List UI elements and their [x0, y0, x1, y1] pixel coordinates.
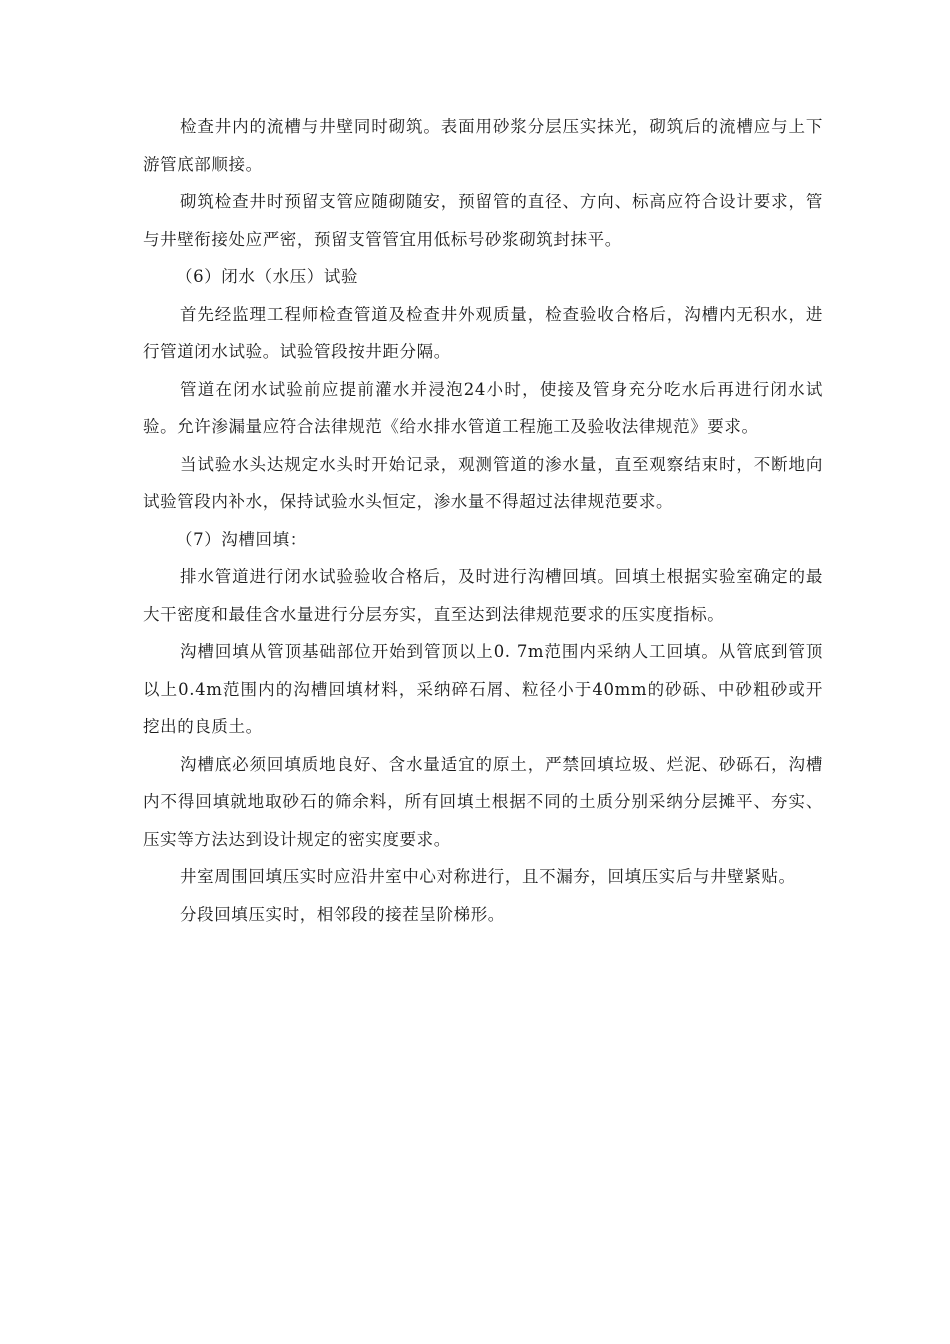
paragraph-soaking: 管道在闭水试验前应提前灌水并浸泡24小时，使接及管身充分吃水后再进行闭水试验。允许渗漏量应符合法律规范《给水排水管道工程施工及验收法律规范》要求。	[143, 379, 823, 436]
paragraph-backfill-timing: 排水管道进行闭水试验验收合格后，及时进行沟槽回填。回填土根据实验室确定的最大干密度和最佳含水量进行分层夯实，直至达到法律规范要求的压实度指标。	[143, 567, 823, 624]
section-heading-backfill: （7）沟槽回填：	[176, 529, 307, 549]
paragraph-segment: 分段回填压实时，相邻段的接茬呈阶梯形。	[180, 904, 505, 924]
paragraph-flow-channel: 检查井内的流槽与井壁同时砌筑。表面用砂浆分层压实抹光，砌筑后的流槽应与上下游管底部顺接。	[143, 117, 823, 174]
paragraph-backfill-soil: 沟槽底必须回填质地良好、含水量适宜的原土，严禁回填垃圾、烂泥、砂砾石，沟槽内不得回填就地取砂石的筛余料，所有回填土根据不同的土质分别采纳分层摊平、夯实、压实等方法达到设计规定的密实度要求。	[143, 754, 823, 849]
paragraph-well-room: 井室周围回填压实时应沿井室中心对称进行，且不漏夯，回填压实后与井壁紧贴。	[180, 867, 796, 886]
paragraph-backfill-materials: 沟槽回填从管顶基础部位开始到管顶以上0. 7m范围内采纳人工回填。从管底到管顶以上0.4m范围内的沟槽回填材料，采纳碎石屑、粒径小于40mm的砂砾、中砂粗砂或开挖出的良质土。	[143, 642, 823, 736]
document-body	[143, 108, 823, 933]
section-heading-closed-water-test: （6）闭水（水压）试验	[176, 267, 359, 286]
paragraph-recording: 当试验水头达规定水头时开始记录，观测管道的渗水量，直至观察结束时，不断地向试验管段内补水，保持试验水头恒定，渗水量不得超过法律规范要求。	[143, 454, 823, 511]
paragraph-branch-pipe: 砌筑检查井时预留支管应随砌随安，预留管的直径、方向、标高应符合设计要求，管与井壁衔接处应严密，预留支管管宜用低标号砂浆砌筑封抹平。	[143, 192, 823, 249]
paragraph-inspection: 首先经监理工程师检查管道及检查井外观质量，检查验收合格后，沟槽内无积水，进行管道闭水试验。试验管段按井距分隔。	[143, 304, 823, 361]
